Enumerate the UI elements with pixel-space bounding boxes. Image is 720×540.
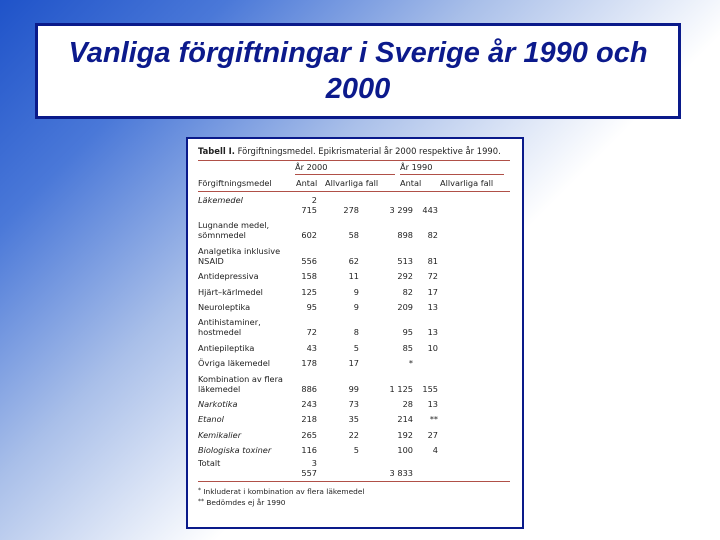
column-header-row <box>198 175 510 191</box>
group-2000: År 2000 <box>295 162 328 172</box>
caption-label: Tabell I. <box>198 146 235 156</box>
row-agent: Etanol <box>198 414 224 425</box>
row-count-1990: 100 <box>397 445 413 456</box>
footnote-1: * Inkluderat i kombination av flera läkemedel <box>198 487 365 497</box>
row-severe-2000: 5 <box>353 342 359 353</box>
row-severe-2000: 62 <box>348 255 359 266</box>
row-severe-1990: 443 <box>422 205 438 215</box>
table-row <box>198 246 510 266</box>
row-severe-1990: 17 <box>427 286 438 297</box>
total-row <box>198 458 510 478</box>
row-agent: Narkotika <box>198 398 238 409</box>
row-severe-2000: 11 <box>348 271 359 282</box>
col-count-1990: Antal <box>400 178 422 188</box>
table-row <box>198 302 510 312</box>
table-body <box>198 192 510 455</box>
table-row <box>198 374 510 394</box>
row-agent: Analgetika inklusive NSAID <box>198 245 281 266</box>
table-caption <box>198 146 510 157</box>
total-count-1990: 3 833 <box>389 468 413 479</box>
row-count-2000: 602 <box>301 230 317 241</box>
table-row <box>198 220 510 240</box>
row-agent: Neuroleptika <box>198 301 251 312</box>
total-count-2000: 3 557 <box>301 458 317 479</box>
row-severe-1990: 13 <box>427 398 438 409</box>
table-row <box>198 195 510 215</box>
row-severe-1990: ** <box>429 414 438 425</box>
row-count-2000: 218 <box>301 414 317 425</box>
row-severe-2000: 9 <box>353 301 359 312</box>
row-severe-2000: 278 <box>343 205 359 215</box>
row-count-1990: 898 <box>397 230 413 241</box>
table-row <box>198 317 510 337</box>
footnote-2: ** Bedömdes ej år 1990 <box>198 498 286 508</box>
row-count-2000: 243 <box>301 398 317 409</box>
row-count-1990: 513 <box>397 255 413 266</box>
row-count-2000: 125 <box>301 286 317 297</box>
col-severe-1990: Allvarliga fall <box>440 178 494 188</box>
total-label: Totalt <box>198 458 221 469</box>
row-severe-2000: 9 <box>353 286 359 297</box>
row-count-2000: 886 <box>301 383 317 394</box>
row-agent: Kemikalier <box>198 429 242 440</box>
bottom-rule <box>198 481 510 482</box>
row-count-2000: 265 <box>301 429 317 440</box>
row-severe-2000: 73 <box>348 398 359 409</box>
row-severe-1990: 27 <box>427 429 438 440</box>
col-agent: Förgiftningsmedel <box>198 178 272 188</box>
row-count-2000: 556 <box>301 255 317 266</box>
group-header-row <box>198 161 510 174</box>
table-row <box>198 271 510 281</box>
row-agent: Läkemedel <box>198 195 243 205</box>
row-agent: Kombination av flera läkemedel <box>198 373 283 394</box>
row-count-1990: * <box>408 358 413 369</box>
caption-text: Förgiftningsmedel. Epikrismaterial år 2000 respektive år 1990. <box>237 146 501 156</box>
row-severe-2000: 8 <box>353 327 359 338</box>
row-agent: Biologiska toxiner <box>198 445 272 456</box>
row-count-1990: 214 <box>397 414 413 425</box>
row-count-2000: 158 <box>301 271 317 282</box>
row-severe-2000: 99 <box>348 383 359 394</box>
table-footnotes <box>198 486 510 508</box>
row-severe-2000: 58 <box>348 230 359 241</box>
row-agent: Antiepileptika <box>198 342 255 353</box>
row-count-1990: 85 <box>402 342 413 353</box>
row-severe-2000: 22 <box>348 429 359 440</box>
row-count-2000: 178 <box>301 358 317 369</box>
row-severe-1990: 81 <box>427 255 438 266</box>
row-count-1990: 3 299 <box>389 205 413 215</box>
row-severe-1990: 155 <box>422 383 438 394</box>
table-row <box>198 430 510 440</box>
table-row <box>198 399 510 409</box>
row-severe-2000: 35 <box>348 414 359 425</box>
group-1990: År 1990 <box>400 162 433 172</box>
row-agent: Lugnande medel, sömnmedel <box>198 220 270 241</box>
row-count-1990: 82 <box>402 286 413 297</box>
table-row <box>198 445 510 455</box>
row-severe-1990: 10 <box>427 342 438 353</box>
col-count-2000: Antal <box>296 178 318 188</box>
row-severe-1990: 72 <box>427 271 438 282</box>
row-count-2000: 2 715 <box>301 195 317 215</box>
table-figure <box>186 137 524 529</box>
table-row <box>198 343 510 353</box>
row-count-1990: 209 <box>397 301 413 312</box>
row-severe-1990: 13 <box>427 301 438 312</box>
row-count-2000: 72 <box>306 327 317 338</box>
row-severe-1990: 4 <box>432 445 438 456</box>
row-agent: Antidepressiva <box>198 271 259 282</box>
row-count-1990: 292 <box>397 271 413 282</box>
table-row <box>198 287 510 297</box>
row-agent: Övriga läkemedel <box>198 358 271 369</box>
table-row <box>198 358 510 368</box>
row-count-2000: 43 <box>306 342 317 353</box>
row-agent: Antihistaminer, hostmedel <box>198 317 261 338</box>
row-count-1990: 28 <box>402 398 413 409</box>
row-count-1990: 95 <box>402 327 413 338</box>
row-severe-1990: 13 <box>427 327 438 338</box>
title-box <box>35 23 681 119</box>
row-count-2000: 116 <box>301 445 317 456</box>
row-agent: Hjärt–kärlmedel <box>198 286 263 297</box>
row-count-1990: 1 125 <box>389 383 413 394</box>
row-severe-2000: 17 <box>348 358 359 369</box>
slide-title: Vanliga förgiftningar i Sverige år 1990 och 2000 <box>68 37 648 105</box>
row-count-2000: 95 <box>306 301 317 312</box>
row-severe-1990: 82 <box>427 230 438 241</box>
table-row <box>198 414 510 424</box>
row-severe-2000: 5 <box>353 445 359 456</box>
row-count-1990: 192 <box>397 429 413 440</box>
col-severe-2000: Allvarliga fall <box>325 178 379 188</box>
